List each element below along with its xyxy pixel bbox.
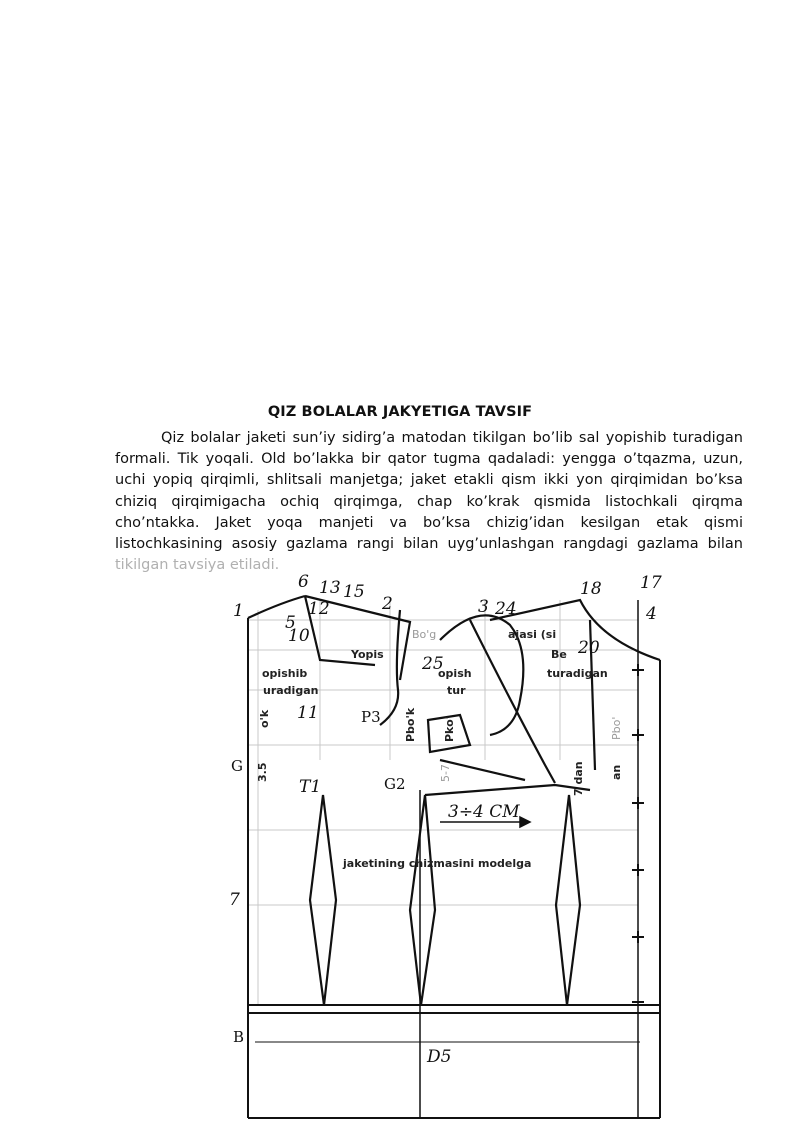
label-g2: G2 <box>384 775 406 793</box>
hw-1: 1 <box>233 601 244 621</box>
handwritten-numbers <box>229 572 662 1067</box>
hw-12: 12 <box>308 599 330 619</box>
printed-tur: tur <box>447 684 466 697</box>
printed-7dan: 7 dan <box>572 761 585 796</box>
hw-2: 2 <box>382 594 393 614</box>
printed-caption: jaketining chizmasini modelga <box>343 857 532 870</box>
paragraph-faded-tail: tikilgan tavsiya etiladi. <box>115 557 280 574</box>
document-title: QIZ BOLALAR JAKYETIGA TAVSIF <box>267 404 533 420</box>
hw-18: 18 <box>580 579 602 599</box>
hw-7: 7 <box>229 890 240 910</box>
hw-15: 15 <box>343 582 365 602</box>
hw-10: 10 <box>288 626 310 646</box>
hw-11: 11 <box>297 703 319 723</box>
hw-20: 20 <box>578 638 600 658</box>
printed-turadigan: turadigan <box>547 667 608 680</box>
hw-13: 13 <box>319 578 341 598</box>
hw-4: 4 <box>646 604 657 624</box>
label-g: G <box>231 757 243 775</box>
printed-uradigan: uradigan <box>263 684 319 697</box>
printed-an: an <box>610 764 623 780</box>
point-labels <box>231 708 406 1046</box>
printed-ok: o'k <box>258 709 271 728</box>
printed-opish: opish <box>438 667 472 680</box>
printed-ajasi: ajasi (si <box>508 628 557 641</box>
hw-6: 6 <box>298 572 309 592</box>
hw-measure: 3÷4 СМ <box>448 802 520 822</box>
darts <box>310 795 580 1005</box>
printed-yopis: Yopis <box>351 648 384 661</box>
printed-3-5: 3.5 <box>256 762 269 782</box>
hw-3: 3 <box>478 597 489 617</box>
label-t1: T1 <box>299 777 322 797</box>
label-p3: P3 <box>361 708 381 726</box>
printed-bog: Bo'g <box>412 628 437 641</box>
printed-pko: Pko' <box>443 715 456 742</box>
printed-pbo: Pbo' <box>610 716 623 740</box>
hw-25: 25 <box>422 654 444 674</box>
label-b: B <box>233 1028 245 1046</box>
hw-d5: D5 <box>427 1047 452 1067</box>
printed-opishib: opishib <box>262 667 308 680</box>
hw-17: 17 <box>640 573 662 593</box>
printed-pbok: Pbo'k <box>404 707 417 742</box>
printed-5-7: 5-7 <box>439 764 452 782</box>
hw-5: 5 <box>285 613 296 633</box>
printed-be: Be <box>551 648 567 661</box>
hw-24: 24 <box>495 599 517 619</box>
paragraph-body: Qiz bolalar jaketi sun’iy sidirg’a matodan tikilgan bo’lib sal yopishib turadigan formali. Tik yoqali. Old bo’lakka bir qator tugma qadaladi: yengga o’tqazma, uzun, uchi yopiq qirqimli, shlitsali manjetga; jaket etakli qism ikki yon qirqimidan bo’ksa chiziq qirqimigacha ochiq qirqimga, chap ko’krak qismida listochkali qirqma cho’ntakka. Jaket yoqa manjeti va bo’ksa chizig’idan kesilgan etak qismi listochkasining asosiy gazlama rangi bilan uyg’unlashgan rangdagi gazlama bilan <box>115 430 743 553</box>
